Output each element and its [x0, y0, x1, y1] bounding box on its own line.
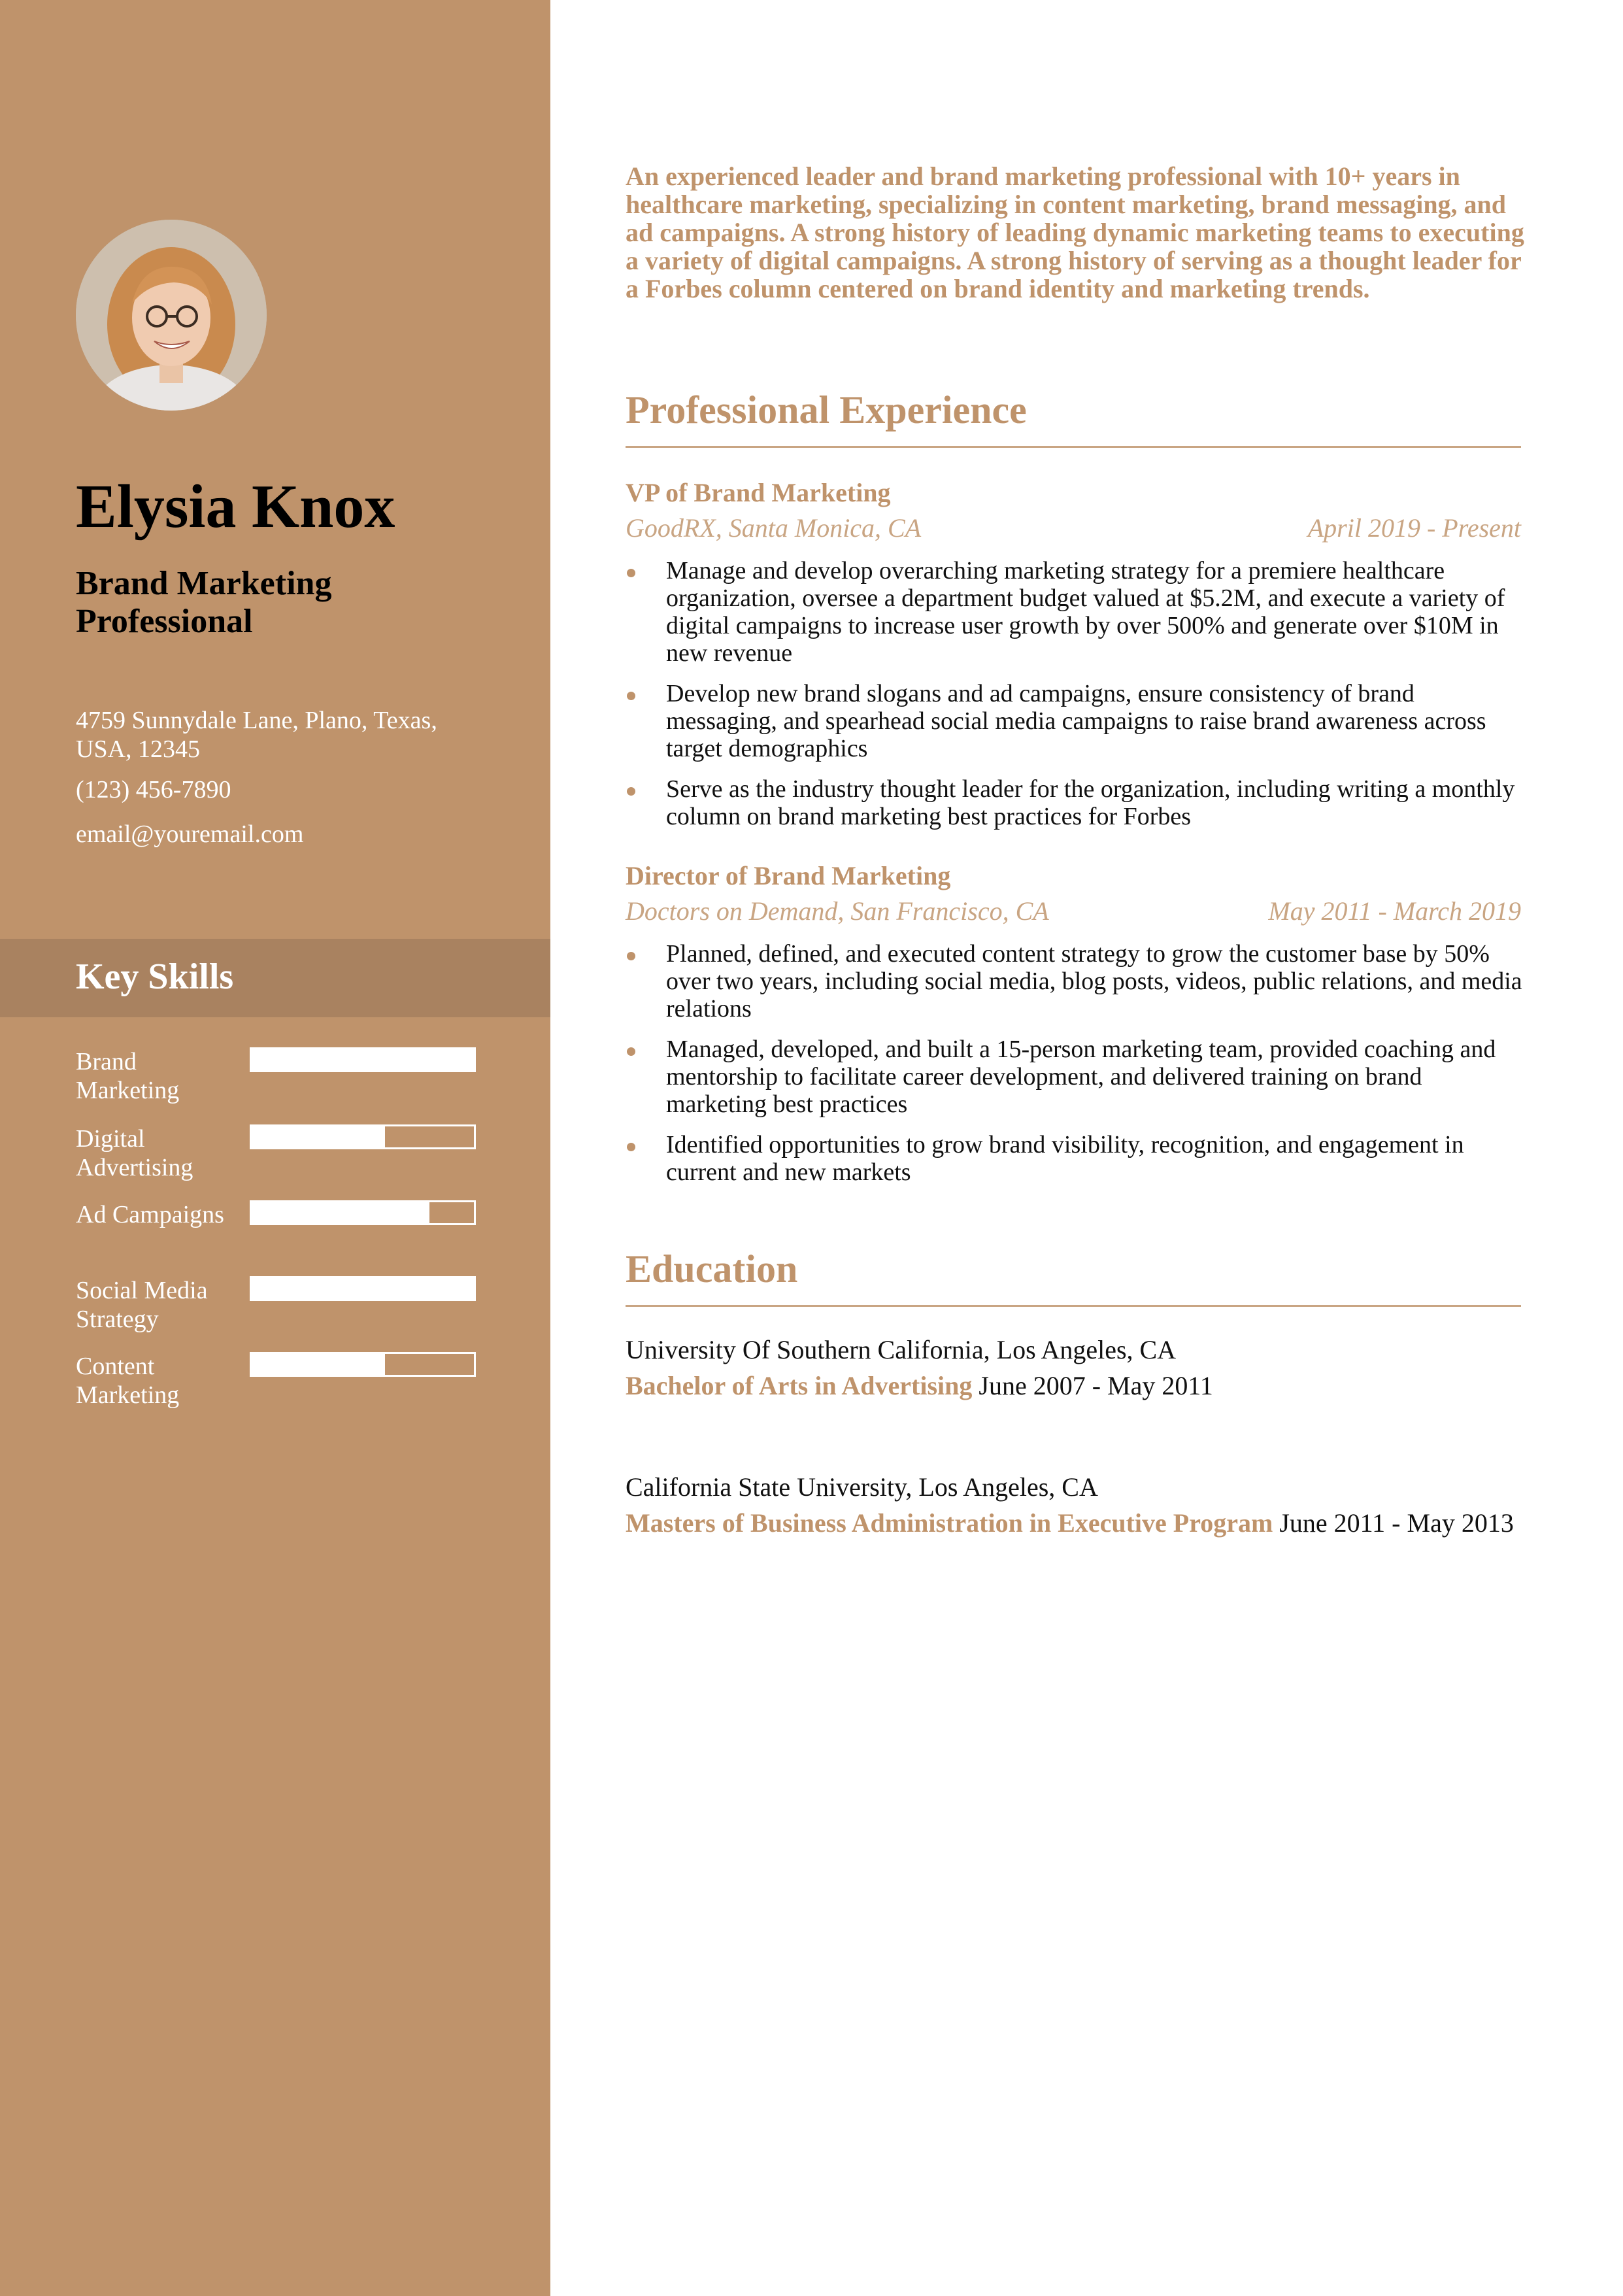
bullet-text: Planned, defined, and executed content strategy to grow the customer base by 50% over two years, including social media, blog posts, videos, public relations, and media relations	[666, 940, 1522, 1022]
skill-bar-fill	[252, 1202, 429, 1223]
bullet-text: Serve as the industry thought leader for the organization, including writing a monthly column on brand marketing best practices for Forbes	[666, 775, 1515, 830]
skill-label: Ad Campaigns	[76, 1201, 224, 1228]
skill-row	[76, 1276, 481, 1348]
job-title: Director of Brand Marketing	[626, 861, 951, 890]
skill-bar-fill	[252, 1049, 474, 1070]
bullet-dot-icon	[627, 1143, 635, 1151]
job-company: Doctors on Demand, San Francisco, CA	[626, 896, 1049, 926]
job-dates: April 2019 - Present	[1307, 513, 1521, 543]
candidate-title: Brand Marketing Professional	[76, 565, 332, 640]
education-degree-line	[626, 1372, 1528, 1400]
education-dates: June 2011 - May 2013	[1273, 1508, 1514, 1538]
skill-row	[76, 1200, 481, 1272]
bullet-text: Managed, developed, and built a 15-person marketing team, provided coaching and mentorship to facilitate career development, and delivered training on brand marketing best practices	[666, 1036, 1496, 1118]
section-divider	[626, 1305, 1521, 1307]
section-divider	[626, 446, 1521, 448]
skill-bar-fill	[252, 1354, 385, 1375]
list-item	[626, 1036, 1528, 1118]
section-heading-experience: Professional Experience	[626, 388, 1027, 431]
list-item	[626, 557, 1528, 667]
skill-label: Social Media Strategy	[76, 1277, 208, 1333]
job-dates: May 2011 - March 2019	[1268, 896, 1521, 926]
education-school: California State University, Los Angeles, CA	[626, 1472, 1098, 1502]
job-bullets	[626, 940, 1528, 1199]
education-dates: June 2007 - May 2011	[972, 1371, 1213, 1400]
skill-bar	[250, 1276, 476, 1301]
bullet-dot-icon	[627, 692, 635, 700]
list-item	[626, 775, 1528, 830]
skill-bar	[250, 1200, 476, 1225]
skill-bar	[250, 1352, 476, 1377]
contact-email: email@youremail.com	[76, 820, 304, 848]
contact-address: 4759 Sunnydale Lane, Plano, Texas, USA, 12345	[76, 707, 437, 763]
skill-row	[76, 1352, 481, 1424]
profile-photo	[76, 220, 267, 411]
skill-row	[76, 1124, 481, 1196]
skill-row	[76, 1047, 481, 1119]
skill-bar-fill	[252, 1278, 474, 1299]
skills-heading: Key Skills	[76, 956, 234, 997]
job-company: GoodRX, Santa Monica, CA	[626, 513, 922, 543]
contact-phone: (123) 456-7890	[76, 776, 231, 803]
list-item	[626, 680, 1528, 762]
list-item	[626, 940, 1528, 1022]
skill-label: Digital Advertising	[76, 1125, 193, 1181]
skill-bar-fill	[252, 1126, 385, 1147]
bullet-text: Develop new brand slogans and ad campaigns, ensure consistency of brand messaging, and spearhead social media campaigns to raise brand awareness across target demographics	[666, 680, 1486, 762]
section-heading-education: Education	[626, 1247, 798, 1291]
bullet-text: Manage and develop overarching marketing strategy for a premiere healthcare organization, oversee a department budget valued at $5.2M, and execute a variety of digital campaigns to increase user growth by over 500% and generate over $10M in new revenue	[666, 557, 1505, 667]
job-bullets	[626, 557, 1528, 843]
skill-bar	[250, 1124, 476, 1149]
professional-summary: An experienced leader and brand marketing professional with 10+ years in healthcare marketing, specializing in content marketing, brand messaging, and ad campaigns. A strong history of leading dynamic marketing teams to executing a variety of digital campaigns. A strong history of serving as a thought leader for a Forbes column centered on brand identity and marketing trends.	[626, 161, 1524, 303]
education-school: University Of Southern California, Los Angeles, CA	[626, 1335, 1177, 1364]
candidate-name: Elysia Knox	[76, 473, 395, 541]
bullet-dot-icon	[627, 952, 635, 960]
skill-bar	[250, 1047, 476, 1072]
skill-label: Brand Marketing	[76, 1048, 180, 1104]
bullet-dot-icon	[627, 787, 635, 796]
bullet-dot-icon	[627, 1047, 635, 1056]
list-item	[626, 1131, 1528, 1186]
education-degree-line	[626, 1509, 1528, 1538]
education-degree: Masters of Business Administration in Executive Program	[626, 1508, 1273, 1538]
skill-label: Content Marketing	[76, 1353, 180, 1409]
job-title: VP of Brand Marketing	[626, 478, 891, 507]
education-degree: Bachelor of Arts in Advertising	[626, 1371, 973, 1400]
bullet-dot-icon	[627, 569, 635, 577]
bullet-text: Identified opportunities to grow brand visibility, recognition, and engagement in current and new markets	[666, 1131, 1464, 1186]
